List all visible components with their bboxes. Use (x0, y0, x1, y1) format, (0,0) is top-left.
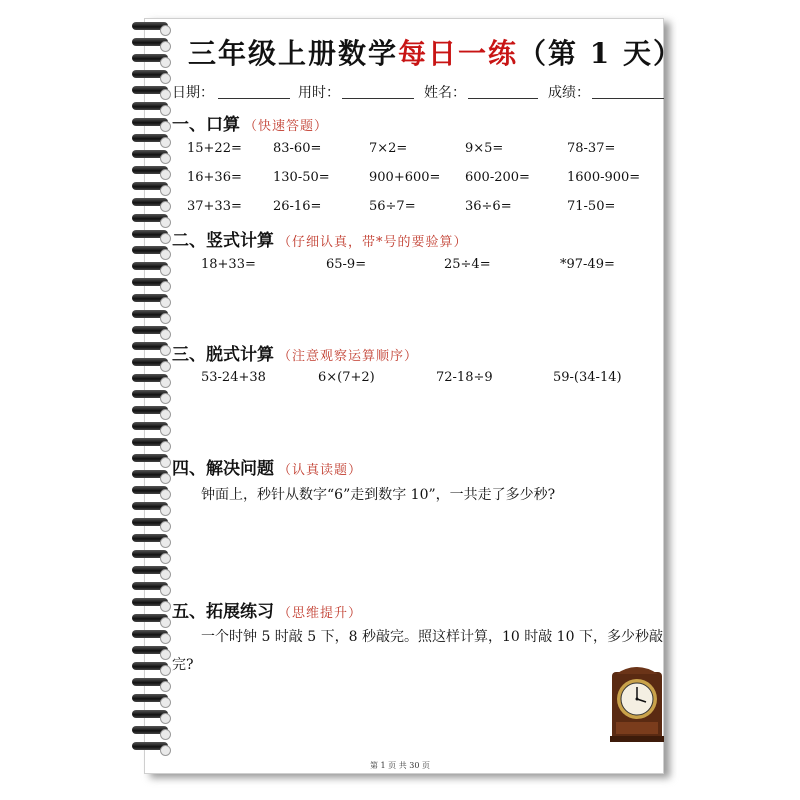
oral-item: 78-37= (567, 141, 616, 156)
section-oral-heading (172, 110, 328, 135)
spiral-binding (130, 22, 174, 762)
spiral-coil (130, 294, 174, 310)
page-footer: 第 1 页 共 30 页 (370, 761, 430, 770)
oral-item: 16+36= (187, 170, 242, 185)
title-red: 每日一练 (398, 37, 519, 70)
section-vertical-heading (172, 226, 468, 251)
name-field[interactable] (468, 98, 538, 99)
oral-item: 36÷6= (465, 199, 512, 214)
extension-text-line1: 一个时钟 5 时敲 5 下，8 秒敲完。照这样计算，10 时敲 10 下，多少秒敲 (201, 629, 663, 645)
oral-item: 83-60= (273, 141, 322, 156)
spiral-coil (130, 694, 174, 710)
spiral-coil (130, 342, 174, 358)
score-field[interactable] (592, 98, 664, 99)
title-black: 三年级上册数学 (188, 37, 399, 70)
spiral-coil (130, 598, 174, 614)
spiral-coil (130, 214, 174, 230)
spiral-coil (130, 614, 174, 630)
spiral-coil (130, 742, 174, 758)
spiral-coil (130, 470, 174, 486)
section-hint: （注意观察运算顺序） (278, 349, 419, 364)
spiral-coil (130, 358, 174, 374)
spiral-coil (130, 534, 174, 550)
time-label: 用时： (298, 85, 340, 101)
section-title: 一、口算 (172, 115, 240, 135)
oral-item: 900+600= (369, 170, 441, 185)
spiral-coil (130, 646, 174, 662)
spiral-coil (130, 518, 174, 534)
spiral-coil (130, 70, 174, 86)
oral-item: 7×2= (369, 141, 408, 156)
spiral-coil (130, 374, 174, 390)
spiral-coil (130, 502, 174, 518)
score-label: 成绩： (548, 85, 590, 101)
spiral-coil (130, 422, 174, 438)
spiral-coil (130, 182, 174, 198)
oral-item: 1600-900= (567, 170, 641, 185)
spiral-coil (130, 198, 174, 214)
spiral-coil (130, 390, 174, 406)
section-hint: （快速答题） (244, 119, 329, 134)
word-problem-text: 钟面上，秒针从数字“6”走到数字 10”，一共走了多少秒? (201, 487, 556, 503)
stepwise-item: 6×(7+2) (318, 370, 375, 385)
section-hint: （思维提升） (278, 606, 363, 621)
section-problem-heading (172, 454, 362, 479)
oral-item: 37+33= (187, 199, 242, 214)
spiral-coil (130, 326, 174, 342)
spiral-coil (130, 710, 174, 726)
spiral-coil (130, 150, 174, 166)
spiral-coil (130, 310, 174, 326)
spiral-coil (130, 262, 174, 278)
spiral-coil (130, 134, 174, 150)
section-title: 三、脱式计算 (172, 345, 274, 365)
title-tail: （第 1 天） (518, 37, 684, 70)
spiral-coil (130, 22, 174, 38)
vertical-item: *97-49= (560, 257, 615, 272)
vertical-item: 65-9= (326, 257, 367, 272)
spiral-coil (130, 230, 174, 246)
spiral-coil (130, 54, 174, 70)
page-title (188, 32, 683, 72)
spiral-coil (130, 118, 174, 134)
spiral-coil (130, 678, 174, 694)
spiral-coil (130, 438, 174, 454)
vertical-item: 25÷4= (444, 257, 491, 272)
oral-item: 26-16= (273, 199, 322, 214)
section-stepwise-heading (172, 340, 418, 365)
spiral-coil (130, 278, 174, 294)
oral-item: 9×5= (465, 141, 504, 156)
stepwise-item: 72-18÷9 (436, 370, 493, 385)
oral-item: 56÷7= (369, 199, 416, 214)
spiral-coil (130, 246, 174, 262)
section-title: 二、竖式计算 (172, 231, 274, 251)
spiral-coil (130, 550, 174, 566)
spiral-coil (130, 102, 174, 118)
section-hint: （仔细认真，带*号的要验算） (278, 235, 468, 250)
section-extension-heading (172, 597, 362, 622)
section-title: 五、拓展练习 (172, 602, 274, 622)
vertical-item: 18+33= (201, 257, 256, 272)
oral-item: 130-50= (273, 170, 330, 185)
extension-text-line2: 完? (172, 657, 194, 673)
section-hint: （认真读题） (278, 463, 363, 478)
spiral-coil (130, 166, 174, 182)
name-label: 姓名： (424, 85, 466, 101)
stepwise-item: 53-24+38 (201, 370, 266, 385)
spiral-coil (130, 726, 174, 742)
spiral-coil (130, 38, 174, 54)
date-label: 日期： (172, 85, 214, 101)
section-title: 四、解决问题 (172, 459, 274, 479)
spiral-coil (130, 406, 174, 422)
spiral-coil (130, 582, 174, 598)
spiral-coil (130, 662, 174, 678)
spiral-coil (130, 86, 174, 102)
antique-clock-icon (608, 664, 666, 744)
spiral-coil (130, 566, 174, 582)
date-field[interactable] (218, 98, 290, 99)
spiral-coil (130, 486, 174, 502)
oral-item: 71-50= (567, 199, 616, 214)
spiral-coil (130, 630, 174, 646)
oral-item: 600-200= (465, 170, 530, 185)
stepwise-item: 59-(34-14) (553, 370, 622, 385)
oral-item: 15+22= (187, 141, 242, 156)
spiral-coil (130, 454, 174, 470)
time-field[interactable] (342, 98, 414, 99)
